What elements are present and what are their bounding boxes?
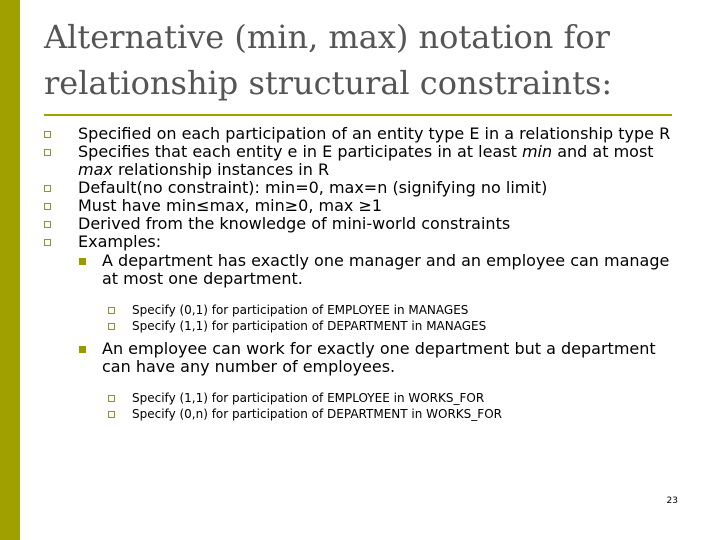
text-run: Derived from the knowledge of mini-world constraints <box>78 214 511 233</box>
bullet-text <box>78 232 161 251</box>
bullet-item-level-1 <box>44 233 684 251</box>
slide-title: Alternative (min, max) notation for relationship structural constraints: <box>44 18 613 102</box>
text-run: Default(no constraint): min=0, max=n (signifying no limit) <box>78 178 548 197</box>
solid-square-bullet-icon <box>79 252 91 270</box>
text-run: Examples: <box>78 232 162 251</box>
hollow-square-bullet-icon <box>108 302 120 318</box>
bullet-item-level-1 <box>44 179 684 197</box>
bullet-item-level-2 <box>44 340 684 376</box>
bullet-item-level-1 <box>44 125 684 143</box>
hollow-square-bullet-icon <box>44 233 58 251</box>
text-run: Must have min≤max, min≥0, max ≥1 <box>78 196 383 215</box>
bullet-text <box>132 391 484 405</box>
text-run: Specify (1,1) for participation of DEPARTMENT in MANAGES <box>132 319 487 333</box>
sidebar-accent-bar <box>0 0 20 540</box>
bullet-item-level-2 <box>44 252 684 288</box>
hollow-square-bullet-icon <box>44 143 58 161</box>
bullet-item-level-3 <box>44 390 684 406</box>
hollow-square-bullet-icon <box>108 318 120 334</box>
text-run: An employee can work for exactly one department but a department can have any number of employees. <box>102 339 656 376</box>
text-run: and at most <box>552 142 654 161</box>
bullet-text <box>78 196 382 215</box>
bullet-text <box>78 124 670 143</box>
hollow-square-bullet-icon <box>44 125 58 143</box>
title-divider <box>44 114 672 116</box>
text-run: Specify (1,1) for participation of EMPLOYEE in WORKS_FOR <box>132 391 485 405</box>
text-run: A department has exactly one manager and an employee can manage at most one department. <box>102 251 670 288</box>
hollow-square-bullet-icon <box>44 215 58 233</box>
bullet-item-level-3 <box>44 302 684 318</box>
hollow-square-bullet-icon <box>108 390 120 406</box>
text-run: Specify (0,n) for participation of DEPARTMENT in WORKS_FOR <box>132 407 502 421</box>
page-number: 23 <box>666 496 678 506</box>
bullet-text <box>78 214 510 233</box>
text-run: Specifies that each entity e in E participates in at least <box>78 142 522 161</box>
bullet-text <box>132 319 486 333</box>
bullet-item-level-1 <box>44 197 684 215</box>
bullet-item-level-3 <box>44 318 684 334</box>
bullet-text <box>132 407 502 421</box>
bullet-item-level-1 <box>44 215 684 233</box>
bullet-item-level-1 <box>44 143 684 179</box>
hollow-square-bullet-icon <box>108 406 120 422</box>
bullet-text <box>102 251 669 288</box>
bullet-text <box>78 178 547 197</box>
emphasis-text: max <box>78 160 113 179</box>
bullet-text <box>132 303 468 317</box>
text-run: Specified on each participation of an entity type E in a relationship type R <box>78 124 671 143</box>
bullet-text <box>102 339 656 376</box>
bullet-text <box>78 142 654 179</box>
text-run: relationship instances in R <box>112 160 330 179</box>
bullet-item-level-3 <box>44 406 684 422</box>
solid-square-bullet-icon <box>79 340 91 358</box>
bullet-list <box>44 125 684 422</box>
text-run: Specify (0,1) for participation of EMPLOYEE in MANAGES <box>132 303 469 317</box>
emphasis-text: min <box>521 142 553 161</box>
hollow-square-bullet-icon <box>44 197 58 215</box>
hollow-square-bullet-icon <box>44 179 58 197</box>
